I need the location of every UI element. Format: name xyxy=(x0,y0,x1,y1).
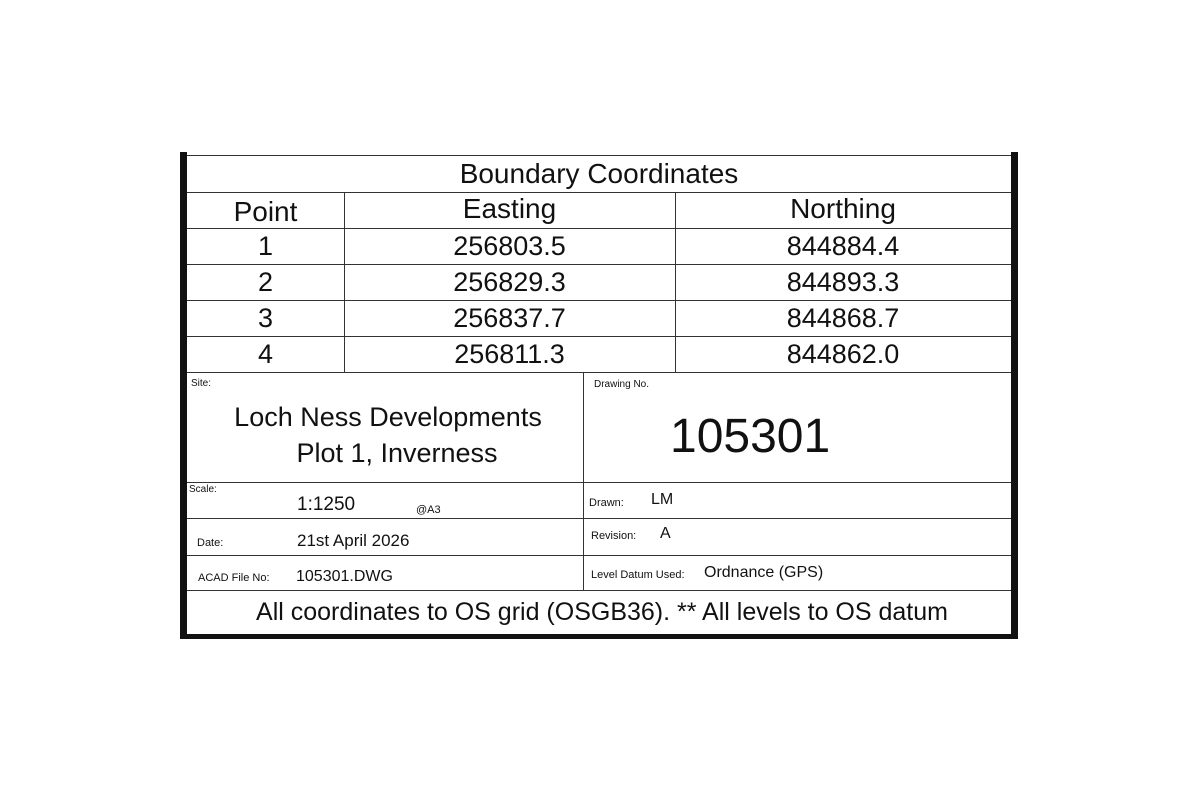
date-value: 21st April 2026 xyxy=(297,531,410,550)
table-row xyxy=(187,264,1011,300)
scale-label: Scale: xyxy=(189,484,217,495)
revision-label: Revision: xyxy=(591,530,637,542)
acad-datum-row xyxy=(187,555,1011,590)
scale-paper-size: @A3 xyxy=(416,504,441,516)
northing-cell: 844884.4 xyxy=(786,231,900,261)
drawn-value: LM xyxy=(651,491,674,508)
easting-cell: 256803.5 xyxy=(453,231,566,261)
column-divider xyxy=(583,483,584,518)
column-divider xyxy=(583,556,584,590)
point-cell: 4 xyxy=(257,339,274,369)
northing-cell: 844868.7 xyxy=(786,303,900,333)
point-cell: 3 xyxy=(257,303,274,333)
acad-file-label: ACAD File No: xyxy=(198,572,270,584)
scale-value: 1:1250 xyxy=(297,494,356,515)
site-name-line-1: Loch Ness Developments xyxy=(234,402,542,432)
column-divider xyxy=(583,519,584,555)
footer-note: All coordinates to OS grid (OSGB36). ** All levels to OS datum xyxy=(256,598,948,626)
table-header-row xyxy=(187,192,1011,228)
northing-cell: 844862.0 xyxy=(786,339,900,369)
point-cell: 1 xyxy=(257,231,274,261)
header-northing: Northing xyxy=(790,193,896,224)
level-datum-label: Level Datum Used: xyxy=(591,569,685,581)
drawing-number: 105301 xyxy=(670,410,831,463)
point-cell: 2 xyxy=(257,267,274,297)
scale-drawn-row xyxy=(187,482,1011,518)
site-name-line-2: Plot 1, Inverness xyxy=(296,438,498,468)
table-title: Boundary Coordinates xyxy=(459,158,739,189)
easting-cell: 256829.3 xyxy=(453,267,566,297)
date-revision-row xyxy=(187,518,1011,555)
drawn-label: Drawn: xyxy=(589,497,624,509)
table-row xyxy=(187,228,1011,264)
table-title-row xyxy=(187,155,1011,192)
level-datum-value: Ordnance (GPS) xyxy=(704,564,824,581)
date-label: Date: xyxy=(197,537,224,549)
header-easting: Easting xyxy=(462,193,557,224)
boundary-coordinates-sheet xyxy=(180,152,1018,639)
easting-cell: 256811.3 xyxy=(454,339,565,369)
header-point: Point xyxy=(233,195,298,227)
easting-cell: 256837.7 xyxy=(453,303,566,333)
northing-cell: 844893.3 xyxy=(786,267,900,297)
acad-file-value: 105301.DWG xyxy=(296,568,393,585)
site-label: Site: xyxy=(191,378,212,389)
table-row xyxy=(187,300,1011,336)
drawing-no-label: Drawing No. xyxy=(594,379,650,390)
site-drawing-row xyxy=(187,372,1011,482)
footer-row xyxy=(187,590,1011,634)
revision-value: A xyxy=(660,525,671,542)
table-row xyxy=(187,336,1011,372)
